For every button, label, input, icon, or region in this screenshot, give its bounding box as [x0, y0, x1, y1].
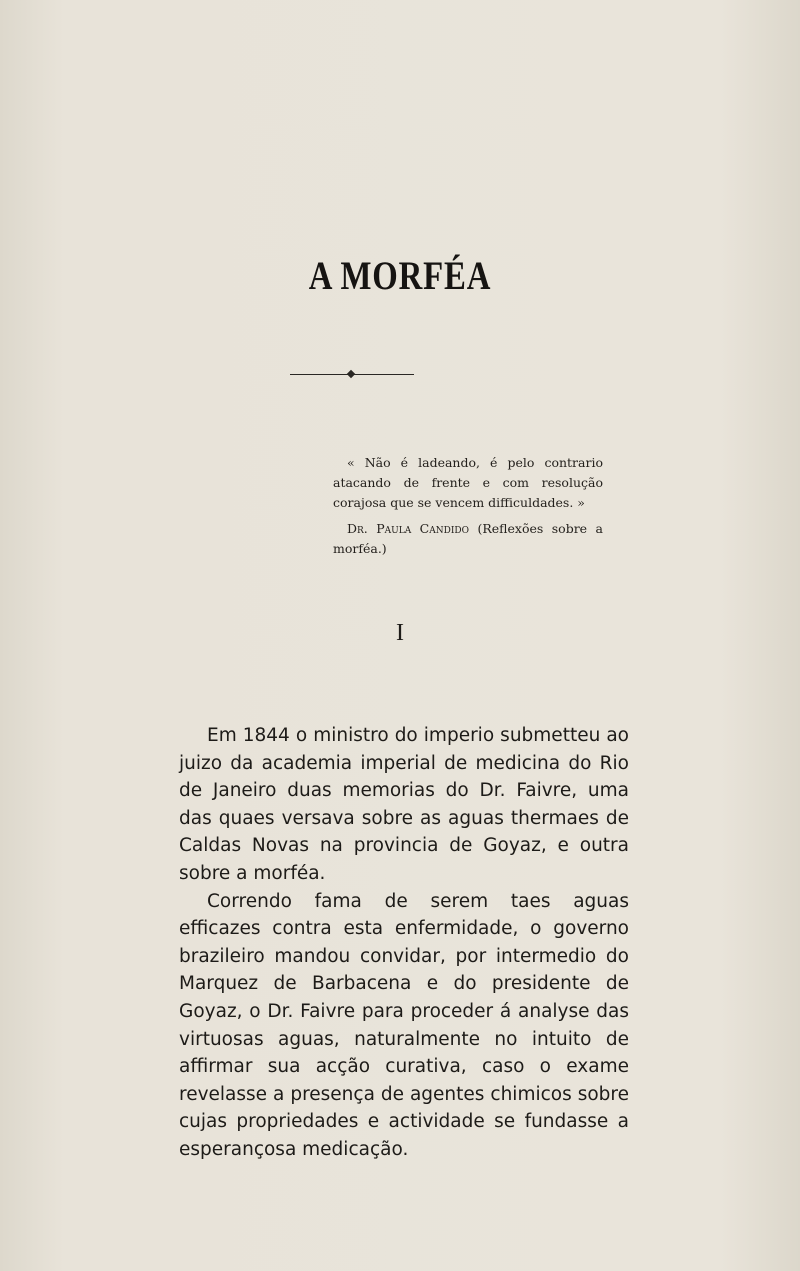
body-text	[179, 722, 629, 1164]
rule-ornament	[347, 370, 355, 378]
epigraph-author: Dr. Paula Candido	[347, 521, 469, 536]
paragraph: Correndo fama de serem taes aguas efficazes contra esta enfermidade, o governo brazileiro mandou convidar, por intermedio do Marquez de Barbacena e do presidente de Goyaz, o Dr. Faivre para proceder á analyse das virtuosas aguas, naturalmente no intuito de affirmar sua acção curativa, caso o exame revelasse a presença de agentes chimicos sobre cujas propriedades e actividade se fundasse a esperançosa medicação.	[179, 890, 629, 1160]
chapter-title: A MORFÉA	[308, 253, 492, 298]
epigraph-source: (Reflexões sobre a morféa.)	[333, 521, 604, 556]
paragraph: Em 1844 o ministro do imperio submetteu ao juizo da academia imperial de medicina do Rio de Janeiro duas memorias do Dr. Faivre, uma das quaes versava sobre as aguas thermaes de Caldas Novas na provincia de Goyaz, e outra sobre a morféa.	[179, 725, 629, 884]
epigraph	[333, 453, 603, 559]
epigraph-quote: « Não é ladeando, é pelo contrario atacando de frente e com resolução corajosa que se vencem difficuldades. »	[333, 455, 603, 510]
epigraph-attribution	[333, 519, 603, 559]
section-number: I	[396, 620, 404, 646]
